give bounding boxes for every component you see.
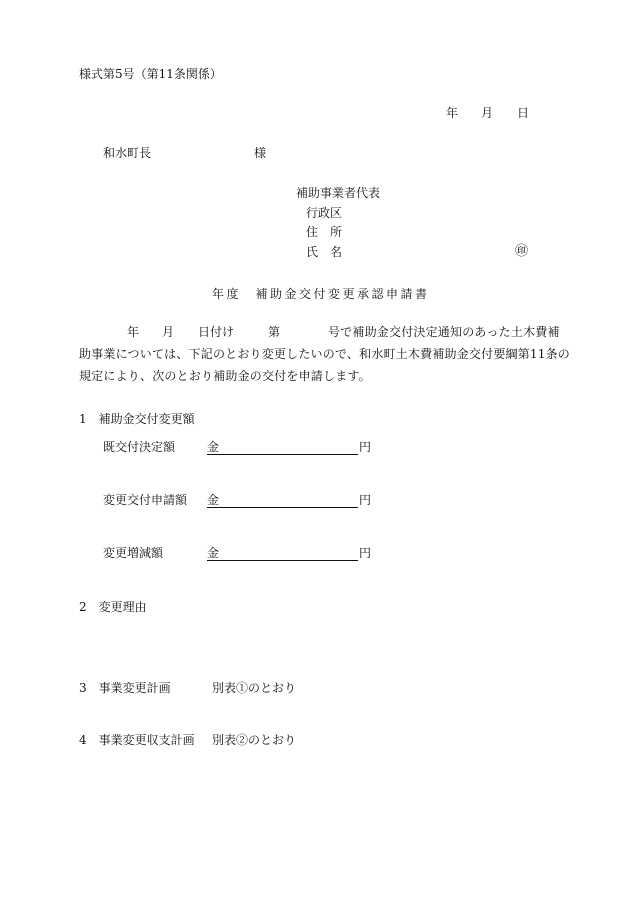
section4-value: 別表②のとおり — [212, 733, 297, 747]
amount-prefix: 金 — [207, 546, 220, 560]
section3-heading: 3 事業変更計画 — [79, 681, 171, 695]
body-month: 月 — [162, 325, 175, 339]
seal-mark: ㊞ — [515, 244, 529, 259]
body-line3: 規定により、次のとおり補助金の交付を申請します。 — [79, 369, 371, 383]
body-line1-text: 号で補助金交付決定通知のあった土木費補 — [328, 325, 560, 339]
applicant-district-label: 行政区 — [306, 206, 343, 220]
body-dated: 日付け — [198, 325, 235, 339]
applicant-name-label: 氏 名 — [306, 245, 343, 259]
amount-prefix: 金 — [207, 493, 220, 507]
amount-label: 変更交付申請額 — [103, 493, 188, 507]
date-year: 年 — [446, 106, 459, 120]
body-number-prefix: 第 — [268, 325, 281, 339]
date-month: 月 — [481, 106, 494, 120]
form-number: 様式第5号（第11条関係） — [79, 67, 222, 81]
document-title: 年度 補助金交付変更承認申請書 — [212, 287, 430, 301]
amount-prefix: 金 — [207, 440, 220, 454]
addressee-name: 和水町長 — [103, 146, 152, 160]
section3-value: 別表①のとおり — [212, 681, 297, 695]
applicant-address-label: 住 所 — [306, 225, 343, 239]
amount-underline — [207, 440, 358, 455]
section1-heading: 1 補助金交付変更額 — [79, 412, 195, 426]
body-year: 年 — [127, 325, 140, 339]
amount-underline — [207, 493, 358, 508]
body-line2: 助事業については、下記のとおり変更したいので、和水町土木費補助金交付要綱第11条の — [79, 347, 570, 361]
date-day: 日 — [517, 106, 530, 120]
section2-heading: 2 変更理由 — [79, 600, 147, 614]
amount-suffix: 円 — [359, 440, 372, 454]
amount-label: 変更増減額 — [103, 546, 164, 560]
amount-suffix: 円 — [359, 546, 372, 560]
applicant-heading: 補助事業者代表 — [296, 186, 381, 200]
amount-suffix: 円 — [359, 493, 372, 507]
section4-heading: 4 事業変更収支計画 — [79, 733, 195, 747]
amount-underline — [207, 546, 358, 561]
addressee-honorific: 様 — [254, 146, 267, 160]
amount-label: 既交付決定額 — [103, 440, 176, 454]
